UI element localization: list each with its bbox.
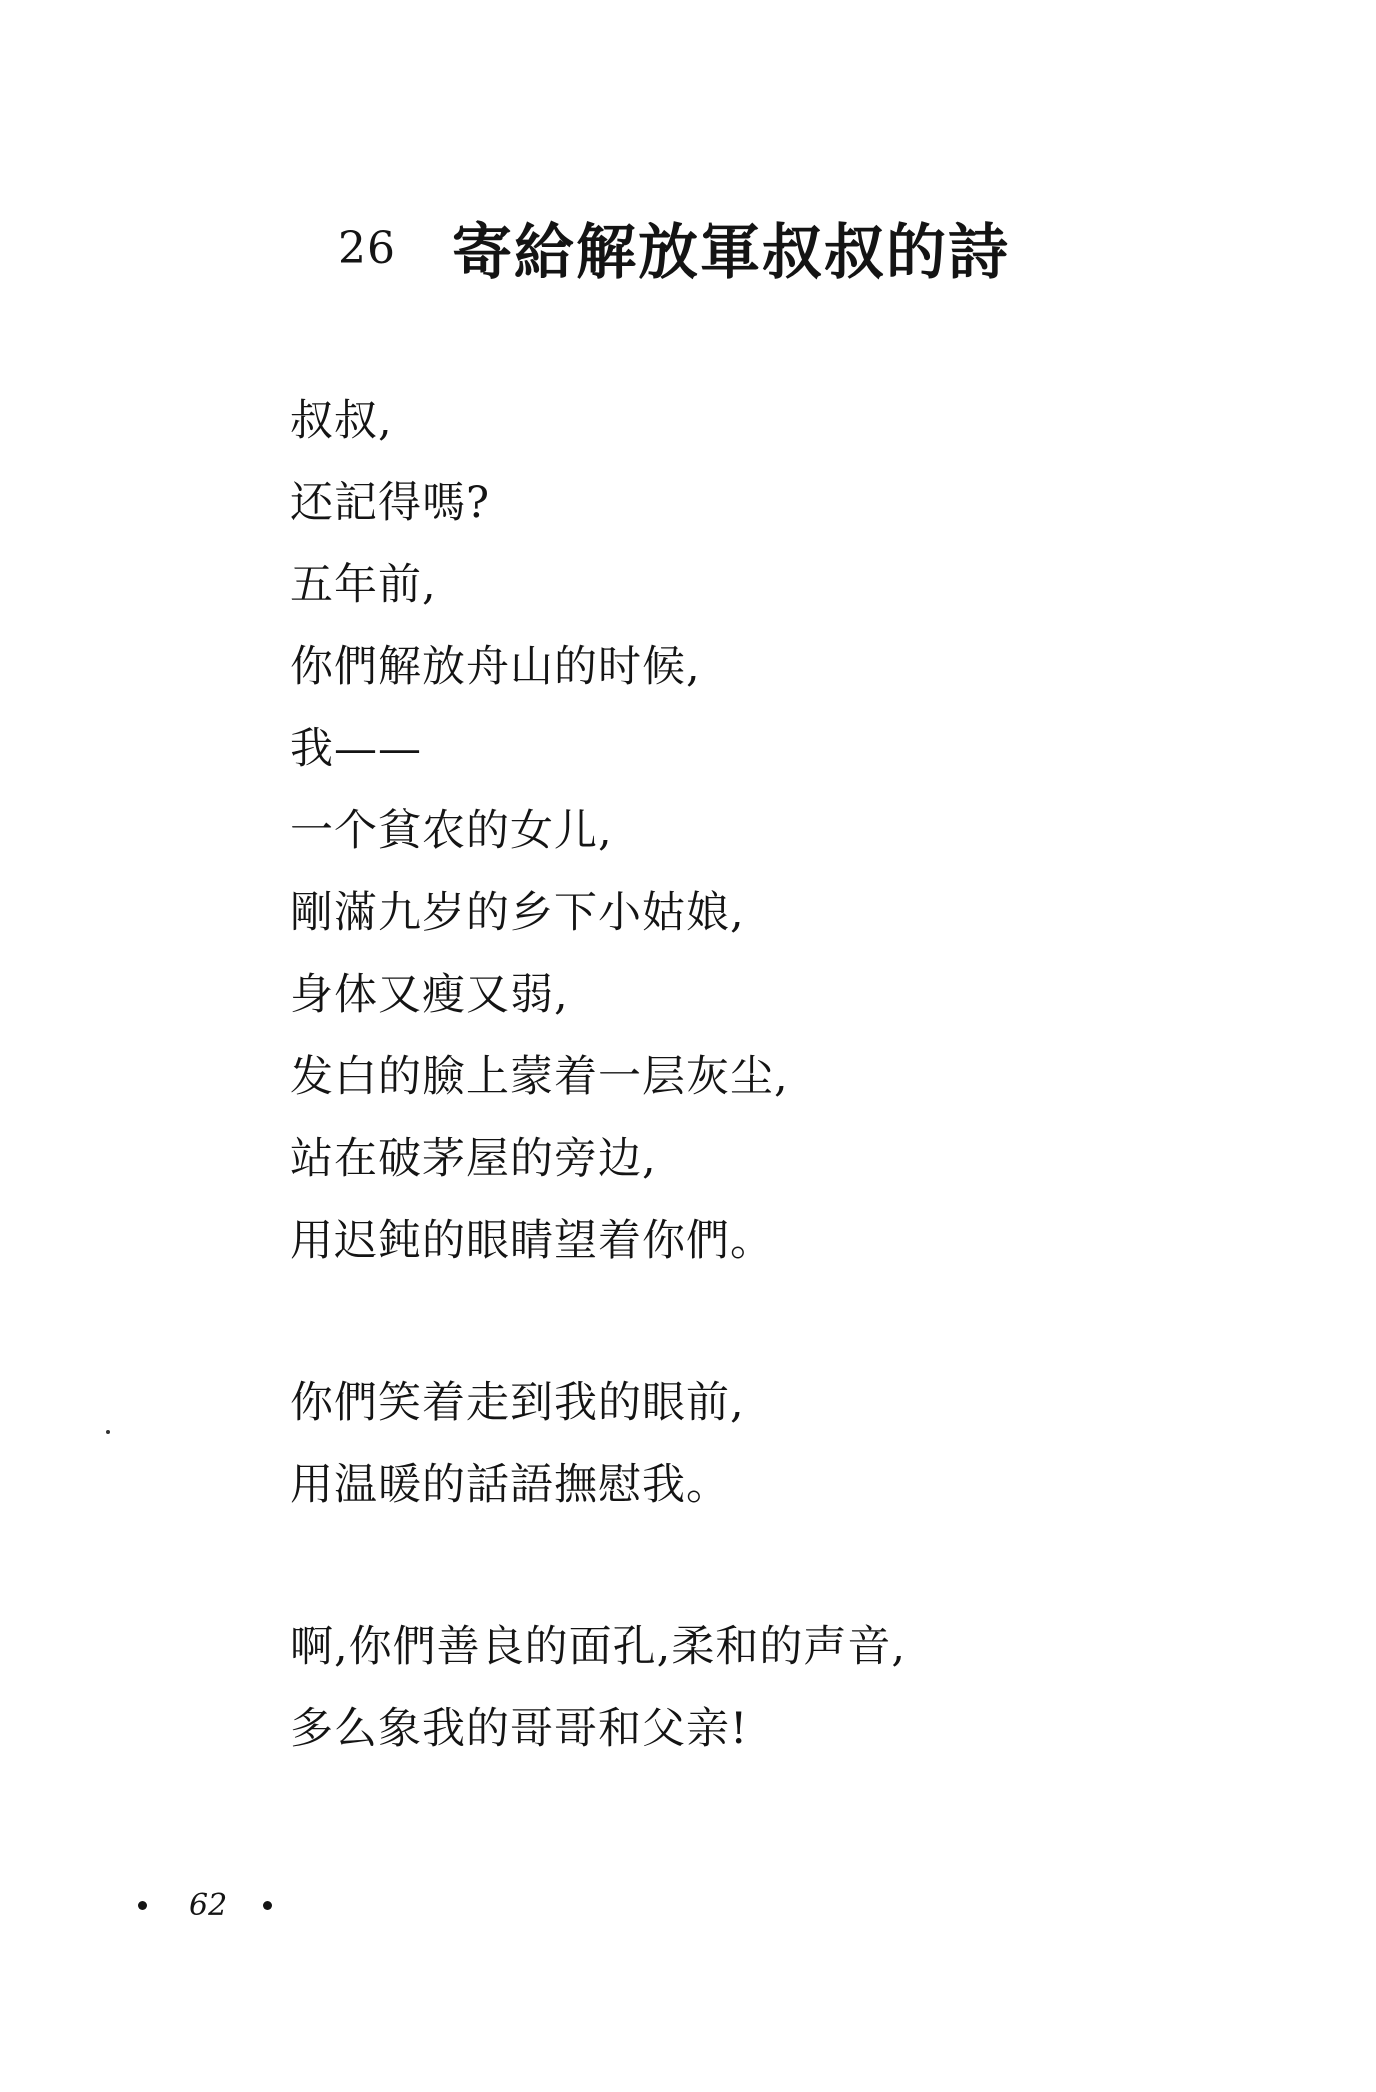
page-number: 62 <box>189 1887 228 1923</box>
stanza-1 <box>290 380 1190 1282</box>
poem-line: 站在破茅屋的旁边, <box>290 1134 657 1184</box>
poem-line: 用迟鈍的眼睛望着你們。 <box>290 1216 774 1266</box>
page-footer <box>138 1880 272 1930</box>
print-speck <box>106 1430 110 1434</box>
poem-line: 剛滿九岁的乡下小姑娘, <box>290 888 745 938</box>
poem-line: 发白的臉上蒙着一层灰尘, <box>290 1052 789 1102</box>
poem-line: 你們笑着走到我的眼前, <box>290 1378 745 1428</box>
poem-heading <box>338 208 1010 288</box>
poem-title: 寄給解放軍叔叔的詩 <box>452 218 1010 288</box>
stanza-3 <box>290 1606 1190 1770</box>
poem-body <box>290 380 1190 1770</box>
poem-number: 26 <box>338 222 396 274</box>
poem-line: 身体又瘦又弱, <box>290 970 569 1020</box>
poem-line: 你們解放舟山的时候, <box>290 642 701 692</box>
bullet-dot-icon <box>138 1901 147 1910</box>
poem-line: 啊,你們善良的面孔,柔和的声音, <box>290 1622 907 1672</box>
bullet-dot-icon <box>263 1901 272 1910</box>
stanza-2 <box>290 1362 1190 1526</box>
poem-line: 一个貧农的女儿, <box>290 806 613 856</box>
poem-line: 我—— <box>290 724 422 774</box>
poem-line: 用温暖的話語撫慰我。 <box>290 1460 730 1510</box>
poem-line: 还記得嗎? <box>290 478 491 528</box>
poem-line: 五年前, <box>290 560 437 610</box>
poem-line: 叔叔, <box>290 396 393 446</box>
poem-line: 多么象我的哥哥和父亲! <box>290 1704 749 1754</box>
